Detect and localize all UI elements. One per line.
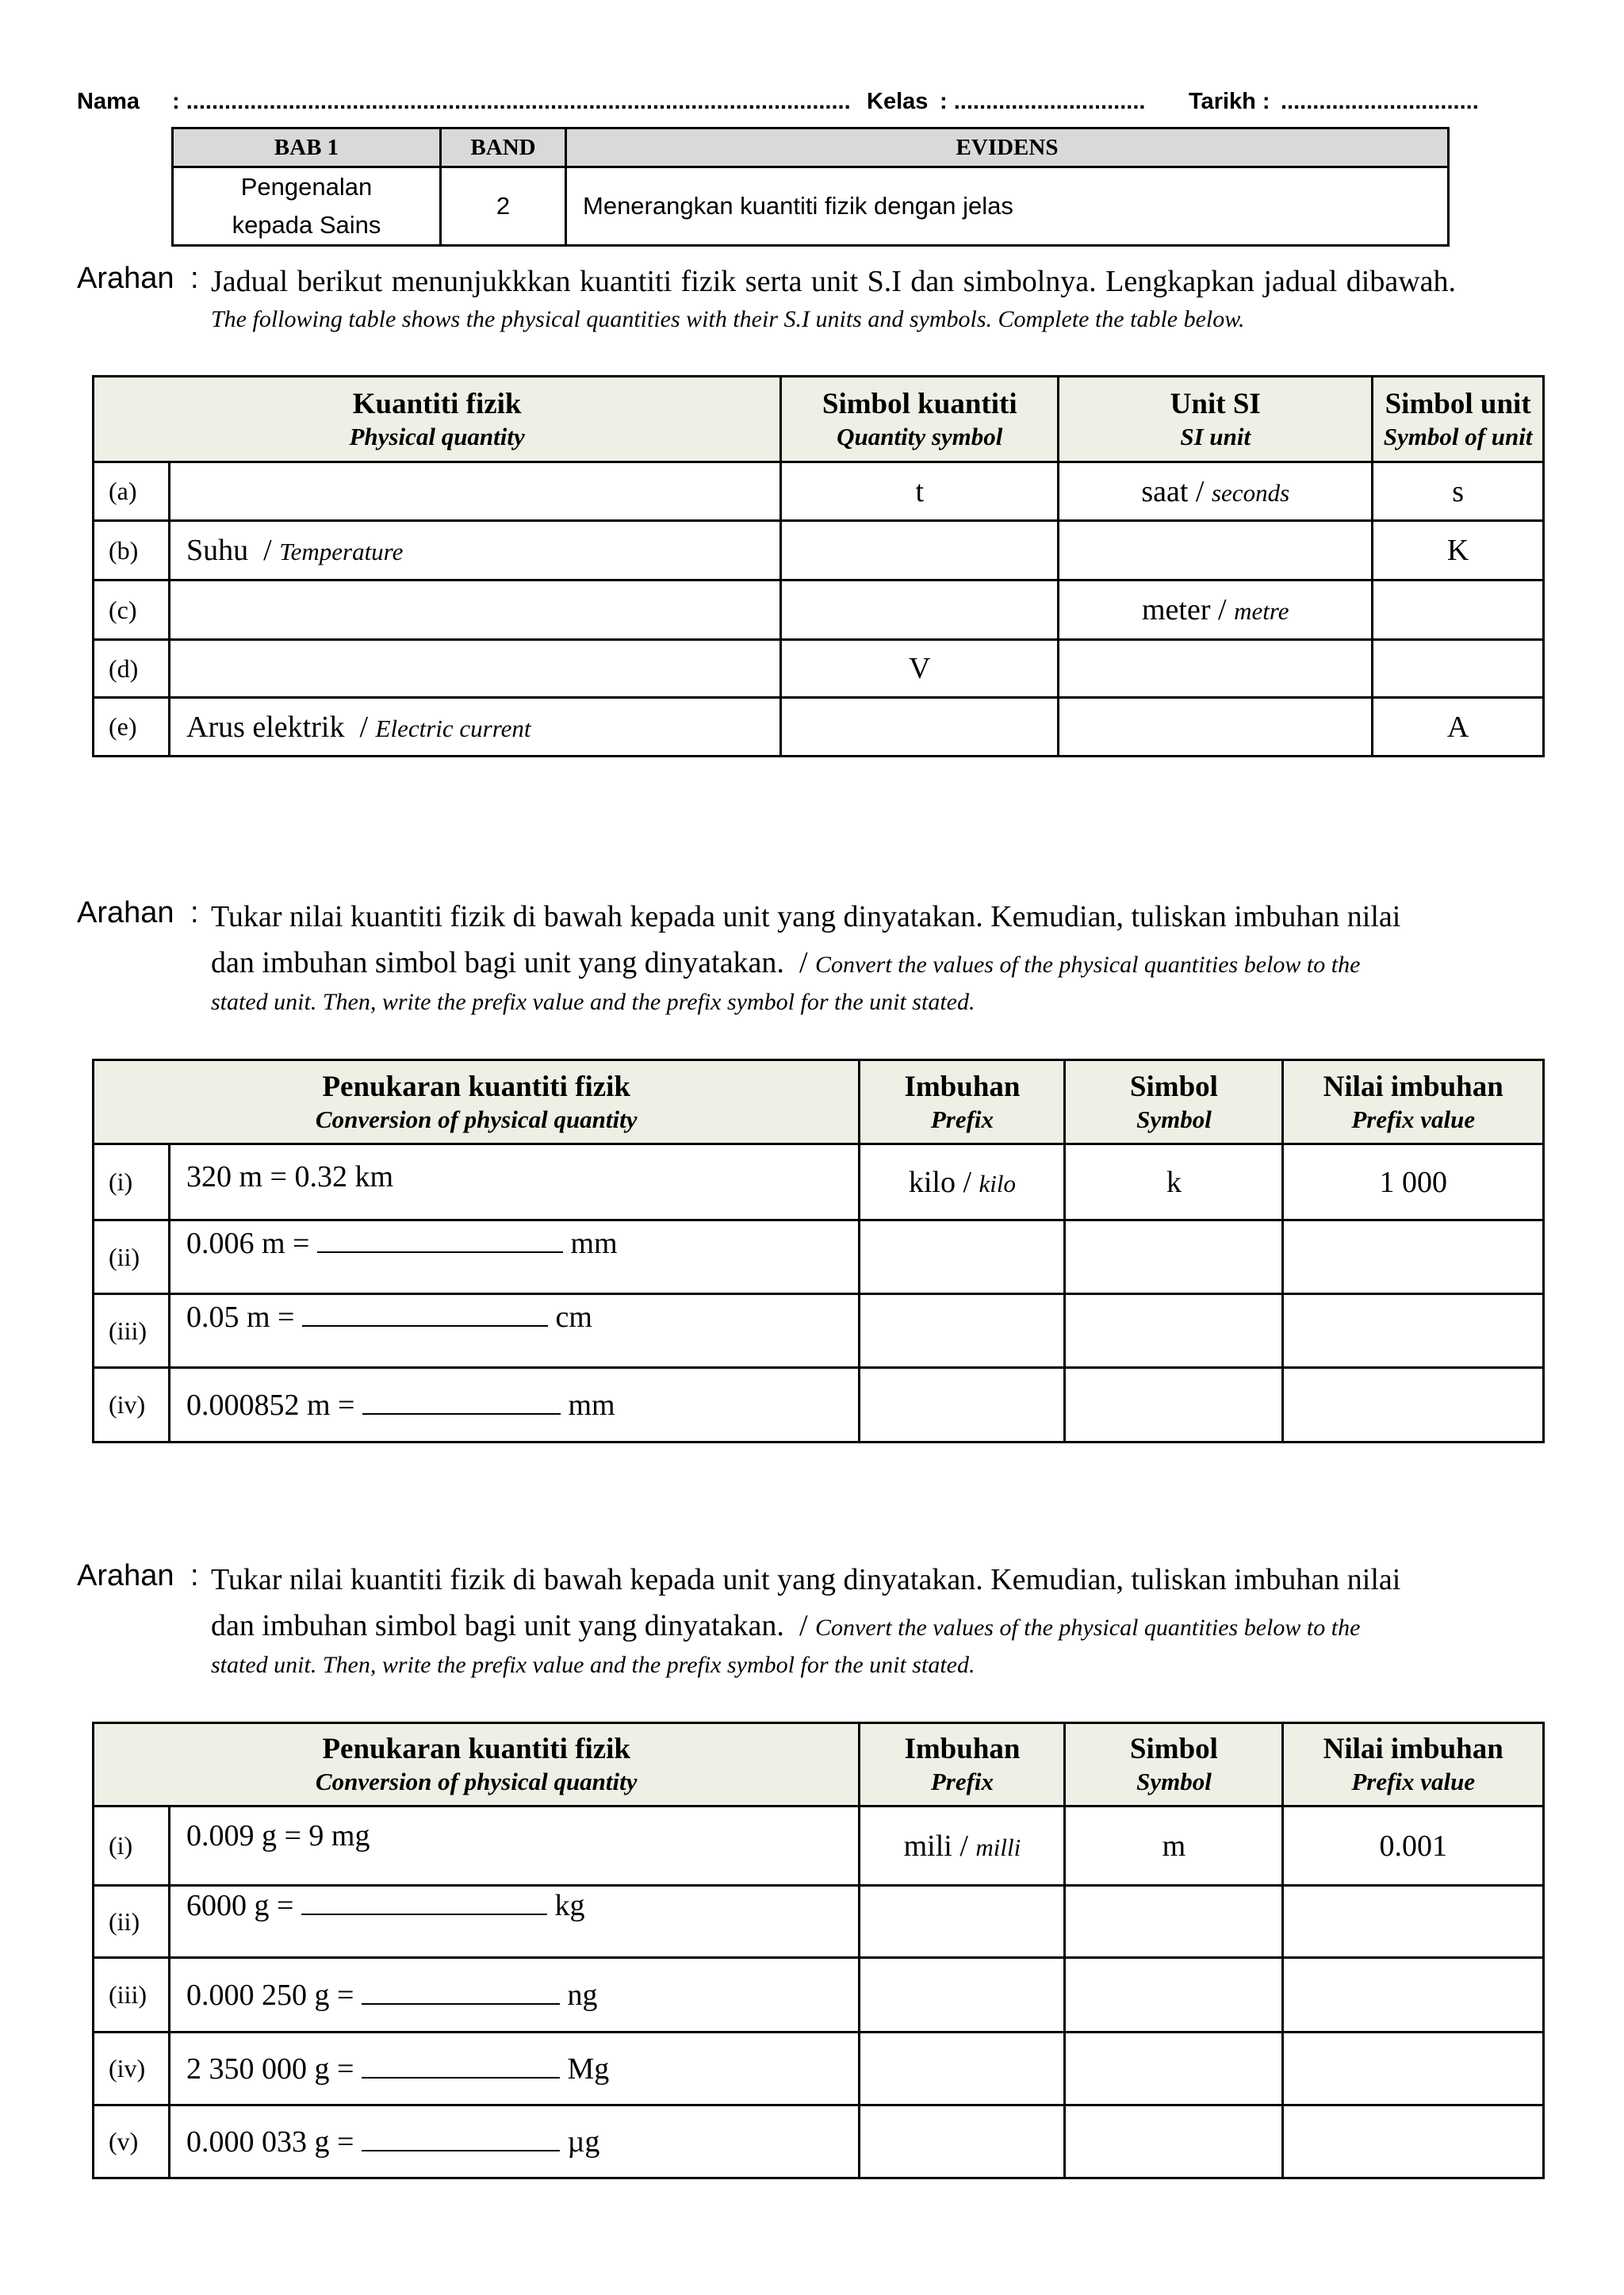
prefix-value-cell[interactable] (1283, 2033, 1544, 2105)
unit-symbol-cell[interactable] (1373, 640, 1544, 698)
section2-instruction-ms-1: Tukar nilai kuantiti fizik di bawah kepada unit yang dinyatakan. Kemudian, tuliskan imbuhan nilai (211, 900, 1401, 933)
header-physical-quantity (94, 377, 781, 462)
quantity-symbol-cell[interactable]: t (781, 462, 1059, 521)
conversion-cell (170, 1294, 860, 1368)
quantity-en: Temperature (279, 538, 404, 565)
conversion-lhs: 0.05 m = (186, 1301, 295, 1334)
conversion-cell (170, 1220, 860, 1294)
quantity-symbol-cell[interactable]: V (781, 640, 1059, 698)
quantity-symbol-cell[interactable] (781, 521, 1059, 580)
header-conversion (94, 1723, 860, 1806)
row-label: (iii) (94, 1958, 170, 2033)
table-row (94, 1294, 1544, 1368)
symbol-cell[interactable] (1065, 1368, 1283, 1443)
physical-quantity-table (92, 375, 1545, 757)
header-conversion-main: Penukaran kuantiti fizik (322, 1070, 631, 1103)
section1-instruction-ms: Jadual berikut menunjukkkan kuantiti fizik serta unit S.I dan simbolnya. Lengkapkan jadual dibawah. (211, 265, 1457, 298)
conversion-unit: cm (555, 1301, 592, 1334)
length-conversion-table (92, 1059, 1545, 1443)
conversion-unit: mm (570, 1227, 618, 1260)
section3-arahan-label: Arahan (77, 1559, 174, 1592)
table-row (94, 2033, 1544, 2105)
symbol-cell[interactable] (1065, 1294, 1283, 1368)
table-row (94, 580, 1544, 640)
row-label: (iii) (94, 1294, 170, 1368)
table-row (94, 1958, 1544, 2033)
table-row (94, 1806, 1544, 1886)
row-label: (ii) (94, 1220, 170, 1294)
quantity-en: Electric current (375, 714, 531, 742)
header-prefix-sub: Prefix (930, 1105, 994, 1133)
answer-blank[interactable] (317, 1228, 563, 1253)
si-unit-cell[interactable] (1059, 640, 1373, 698)
prefix-value-cell[interactable]: 0.001 (1283, 1806, 1544, 1886)
si-unit-en: seconds (1211, 478, 1290, 507)
si-unit-ms: saat (1141, 474, 1189, 508)
si-unit-ms: meter (1141, 593, 1211, 626)
student-info-line (77, 89, 1544, 121)
header-conversion (94, 1060, 860, 1144)
prefix-ms: kilo (908, 1165, 956, 1199)
header-prefix-main: Imbuhan (904, 1733, 1021, 1765)
conversion-lhs: 0.000 033 g = (186, 2125, 354, 2159)
conversion-unit: Mg (567, 2052, 610, 2086)
conversion-cell (170, 2033, 860, 2105)
symbol-cell[interactable] (1065, 2033, 1283, 2105)
band-header-evidens: EVIDENS (566, 128, 1449, 167)
table-row (94, 1220, 1544, 1294)
band-value: 2 (441, 167, 566, 246)
symbol-cell[interactable] (1065, 1886, 1283, 1958)
prefix-value-cell[interactable] (1283, 2105, 1544, 2178)
header-prefix-value-main: Nilai imbuhan (1323, 1733, 1503, 1765)
section2-instruction-en-2: stated unit. Then, write the prefix value and the prefix symbol for the unit stated. (211, 989, 975, 1015)
quantity-cell[interactable]: Arus elektrik / Electric current (170, 698, 781, 757)
header-si-unit-sub: SI unit (1180, 422, 1251, 450)
band-bab-line2: kepada Sains (232, 211, 381, 239)
si-unit-cell[interactable] (1059, 521, 1373, 580)
si-unit-cell[interactable] (1059, 698, 1373, 757)
quantity-symbol-cell[interactable] (781, 698, 1059, 757)
header-unit-symbol (1373, 377, 1544, 462)
conversion-cell (170, 1368, 860, 1443)
band-bab-cell (173, 167, 441, 246)
header-unit-symbol-main: Simbol unit (1385, 387, 1531, 420)
header-conversion-main: Penukaran kuantiti fizik (322, 1733, 631, 1765)
band-bab-line1: Pengenalan (240, 173, 373, 201)
quantity-cell[interactable] (170, 462, 781, 521)
quantity-cell[interactable] (170, 580, 781, 640)
header-prefix-value (1283, 1723, 1544, 1806)
conversion-cell (170, 1886, 860, 1958)
quantity-cell[interactable]: Suhu / Temperature (170, 521, 781, 580)
unit-symbol-cell[interactable]: A (1373, 698, 1544, 757)
section1-colon: : (190, 262, 199, 295)
prefix-value-cell[interactable] (1283, 1220, 1544, 1294)
section3-instruction-ms-2: dan imbuhan simbol bagi unit yang dinyatakan. (211, 1609, 784, 1642)
row-label: (v) (94, 2105, 170, 2178)
header-quantity-symbol-main: Simbol kuantiti (822, 387, 1017, 420)
header-symbol (1065, 1060, 1283, 1144)
conversion-lhs: 6000 g = (186, 1889, 294, 1922)
band-header-bab: BAB 1 (173, 128, 441, 167)
row-label: (i) (94, 1806, 170, 1886)
header-symbol-sub: Symbol (1136, 1768, 1212, 1795)
header-prefix (860, 1060, 1065, 1144)
prefix-value-cell[interactable] (1283, 1368, 1544, 1443)
header-symbol (1065, 1723, 1283, 1806)
si-unit-cell[interactable]: saat / seconds (1059, 462, 1373, 521)
prefix-cell[interactable] (860, 1958, 1065, 2033)
section3-instruction-en-1: Convert the values of the physical quantities below to the (815, 1615, 1361, 1641)
symbol-cell[interactable] (1065, 1958, 1283, 2033)
section3-instruction-ms-1: Tukar nilai kuantiti fizik di bawah kepada unit yang dinyatakan. Kemudian, tuliskan imbuhan nilai (211, 1563, 1401, 1596)
header-symbol-main: Simbol (1129, 1070, 1218, 1103)
section3-instruction-en-2: stated unit. Then, write the prefix value and the prefix symbol for the unit stated. (211, 1652, 975, 1678)
table-row (94, 521, 1544, 580)
tarikh-label: Tarikh : (1189, 89, 1270, 114)
section2-colon: : (190, 896, 199, 929)
header-symbol-main: Simbol (1129, 1733, 1218, 1765)
header-prefix-value (1283, 1060, 1544, 1144)
section3-instruction (211, 1557, 1535, 1651)
band-header-band: BAND (441, 128, 566, 167)
prefix-cell[interactable]: kilo / kilo (860, 1144, 1065, 1220)
header-prefix-value-sub: Prefix value (1351, 1768, 1476, 1795)
symbol-cell[interactable] (1065, 1220, 1283, 1294)
table-row (94, 462, 1544, 521)
conversion-lhs: 0.000 250 g = (186, 1978, 354, 2012)
prefix-en: milli (975, 1833, 1021, 1861)
si-unit-cell[interactable]: meter / metre (1059, 580, 1373, 640)
prefix-value-cell[interactable]: 1 000 (1283, 1144, 1544, 1220)
header-si-unit-main: Unit SI (1170, 387, 1261, 420)
symbol-cell[interactable] (1065, 2105, 1283, 2178)
conversion-lhs: 0.006 m = (186, 1227, 310, 1260)
kelas-label: Kelas (867, 89, 929, 114)
prefix-cell[interactable] (860, 1220, 1065, 1294)
header-prefix-value-sub: Prefix value (1351, 1105, 1476, 1133)
prefix-value-cell[interactable] (1283, 1294, 1544, 1368)
prefix-cell[interactable] (860, 2033, 1065, 2105)
prefix-cell[interactable] (860, 1886, 1065, 1958)
table-row (94, 698, 1544, 757)
header-symbol-sub: Symbol (1136, 1105, 1212, 1133)
prefix-en: kilo (979, 1169, 1017, 1197)
prefix-value-cell[interactable] (1283, 1958, 1544, 2033)
quantity-ms: Suhu (186, 534, 249, 567)
conversion-cell: 320 m = 0.32 km (170, 1144, 860, 1220)
conversion-lhs: 0.000852 m = (186, 1388, 355, 1422)
conversion-unit: kg (554, 1889, 585, 1922)
header-physical-quantity-sub: Physical quantity (349, 422, 525, 450)
unit-symbol-cell[interactable]: s (1373, 462, 1544, 521)
unit-symbol-cell[interactable]: K (1373, 521, 1544, 580)
answer-blank[interactable] (301, 1890, 547, 1915)
row-label: (d) (94, 640, 170, 698)
kelas-field[interactable]: : .............................. (940, 89, 1146, 114)
si-unit-en: metre (1234, 597, 1289, 625)
row-label: (c) (94, 580, 170, 640)
section2-arahan-label: Arahan (77, 896, 174, 929)
quantity-ms: Arus elektrik (186, 710, 345, 744)
tarikh-field[interactable]: ............................... (1281, 89, 1479, 114)
quantity-cell[interactable] (170, 640, 781, 698)
section3-instruction-line2: dan imbuhan simbol bagi unit yang dinyatakan. / Convert the values of the physical quantities below to the (211, 1609, 1361, 1642)
header-prefix-sub: Prefix (930, 1768, 994, 1795)
table-row (94, 1144, 1544, 1220)
nama-field[interactable]: : ........................................................................................................ (172, 89, 851, 114)
section3-colon: : (190, 1559, 199, 1592)
header-prefix-main: Imbuhan (904, 1070, 1021, 1103)
answer-blank[interactable] (362, 2126, 560, 2151)
symbol-cell[interactable]: k (1065, 1144, 1283, 1220)
nama-label: Nama (77, 89, 140, 114)
table-row (94, 640, 1544, 698)
header-prefix (860, 1723, 1065, 1806)
section2-instruction (211, 894, 1535, 988)
conversion-unit: ng (567, 1978, 598, 2012)
section2-instruction-line2: dan imbuhan simbol bagi unit yang dinyatakan. / Convert the values of the physical quantities below to the (211, 946, 1361, 979)
section1-arahan-label: Arahan (77, 262, 174, 295)
conversion-unit: mm (568, 1388, 615, 1422)
section2-instruction-en-1: Convert the values of the physical quantities below to the (815, 952, 1361, 978)
header-prefix-value-main: Nilai imbuhan (1323, 1070, 1503, 1103)
conversion-cell (170, 1958, 860, 2033)
row-label: (ii) (94, 1886, 170, 1958)
table-row (94, 2105, 1544, 2178)
band-evidens: Menerangkan kuantiti fizik dengan jelas (566, 167, 1449, 246)
prefix-cell[interactable] (860, 2105, 1065, 2178)
conversion-cell: 0.009 g = 9 mg (170, 1806, 860, 1886)
header-conversion-sub: Conversion of physical quantity (315, 1768, 638, 1795)
row-label: (iv) (94, 1368, 170, 1443)
prefix-cell[interactable]: mili / milli (860, 1806, 1065, 1886)
section2-instruction-ms-2: dan imbuhan simbol bagi unit yang dinyatakan. (211, 946, 784, 979)
header-quantity-symbol-sub: Quantity symbol (837, 422, 1003, 450)
header-quantity-symbol (781, 377, 1059, 462)
answer-blank[interactable] (362, 2053, 560, 2079)
band-table (171, 127, 1450, 247)
answer-blank[interactable] (362, 1389, 561, 1415)
unit-symbol-cell[interactable] (1373, 580, 1544, 640)
answer-blank[interactable] (302, 1301, 548, 1327)
prefix-ms: mili (903, 1829, 952, 1863)
prefix-cell[interactable] (860, 1294, 1065, 1368)
conversion-lhs: 2 350 000 g = (186, 2052, 354, 2086)
row-label: (b) (94, 521, 170, 580)
quantity-symbol-cell[interactable] (781, 580, 1059, 640)
row-label: (e) (94, 698, 170, 757)
prefix-cell[interactable] (860, 1368, 1065, 1443)
header-conversion-sub: Conversion of physical quantity (315, 1105, 638, 1133)
table-row (94, 1368, 1544, 1443)
header-unit-symbol-sub: Symbol of unit (1383, 422, 1533, 450)
row-label: (a) (94, 462, 170, 521)
row-label: (i) (94, 1144, 170, 1220)
header-si-unit (1059, 377, 1373, 462)
mass-conversion-table (92, 1722, 1545, 2179)
conversion-unit: µg (567, 2125, 600, 2159)
table-row (94, 1886, 1544, 1958)
header-physical-quantity-main: Kuantiti fizik (352, 387, 522, 420)
row-label: (iv) (94, 2033, 170, 2105)
conversion-cell (170, 2105, 860, 2178)
prefix-value-cell[interactable] (1283, 1886, 1544, 1958)
symbol-cell[interactable]: m (1065, 1806, 1283, 1886)
answer-blank[interactable] (362, 1979, 560, 2005)
section1-instruction-en: The following table shows the physical quantities with their S.I units and symbols. Complete the table below. (211, 306, 1245, 332)
